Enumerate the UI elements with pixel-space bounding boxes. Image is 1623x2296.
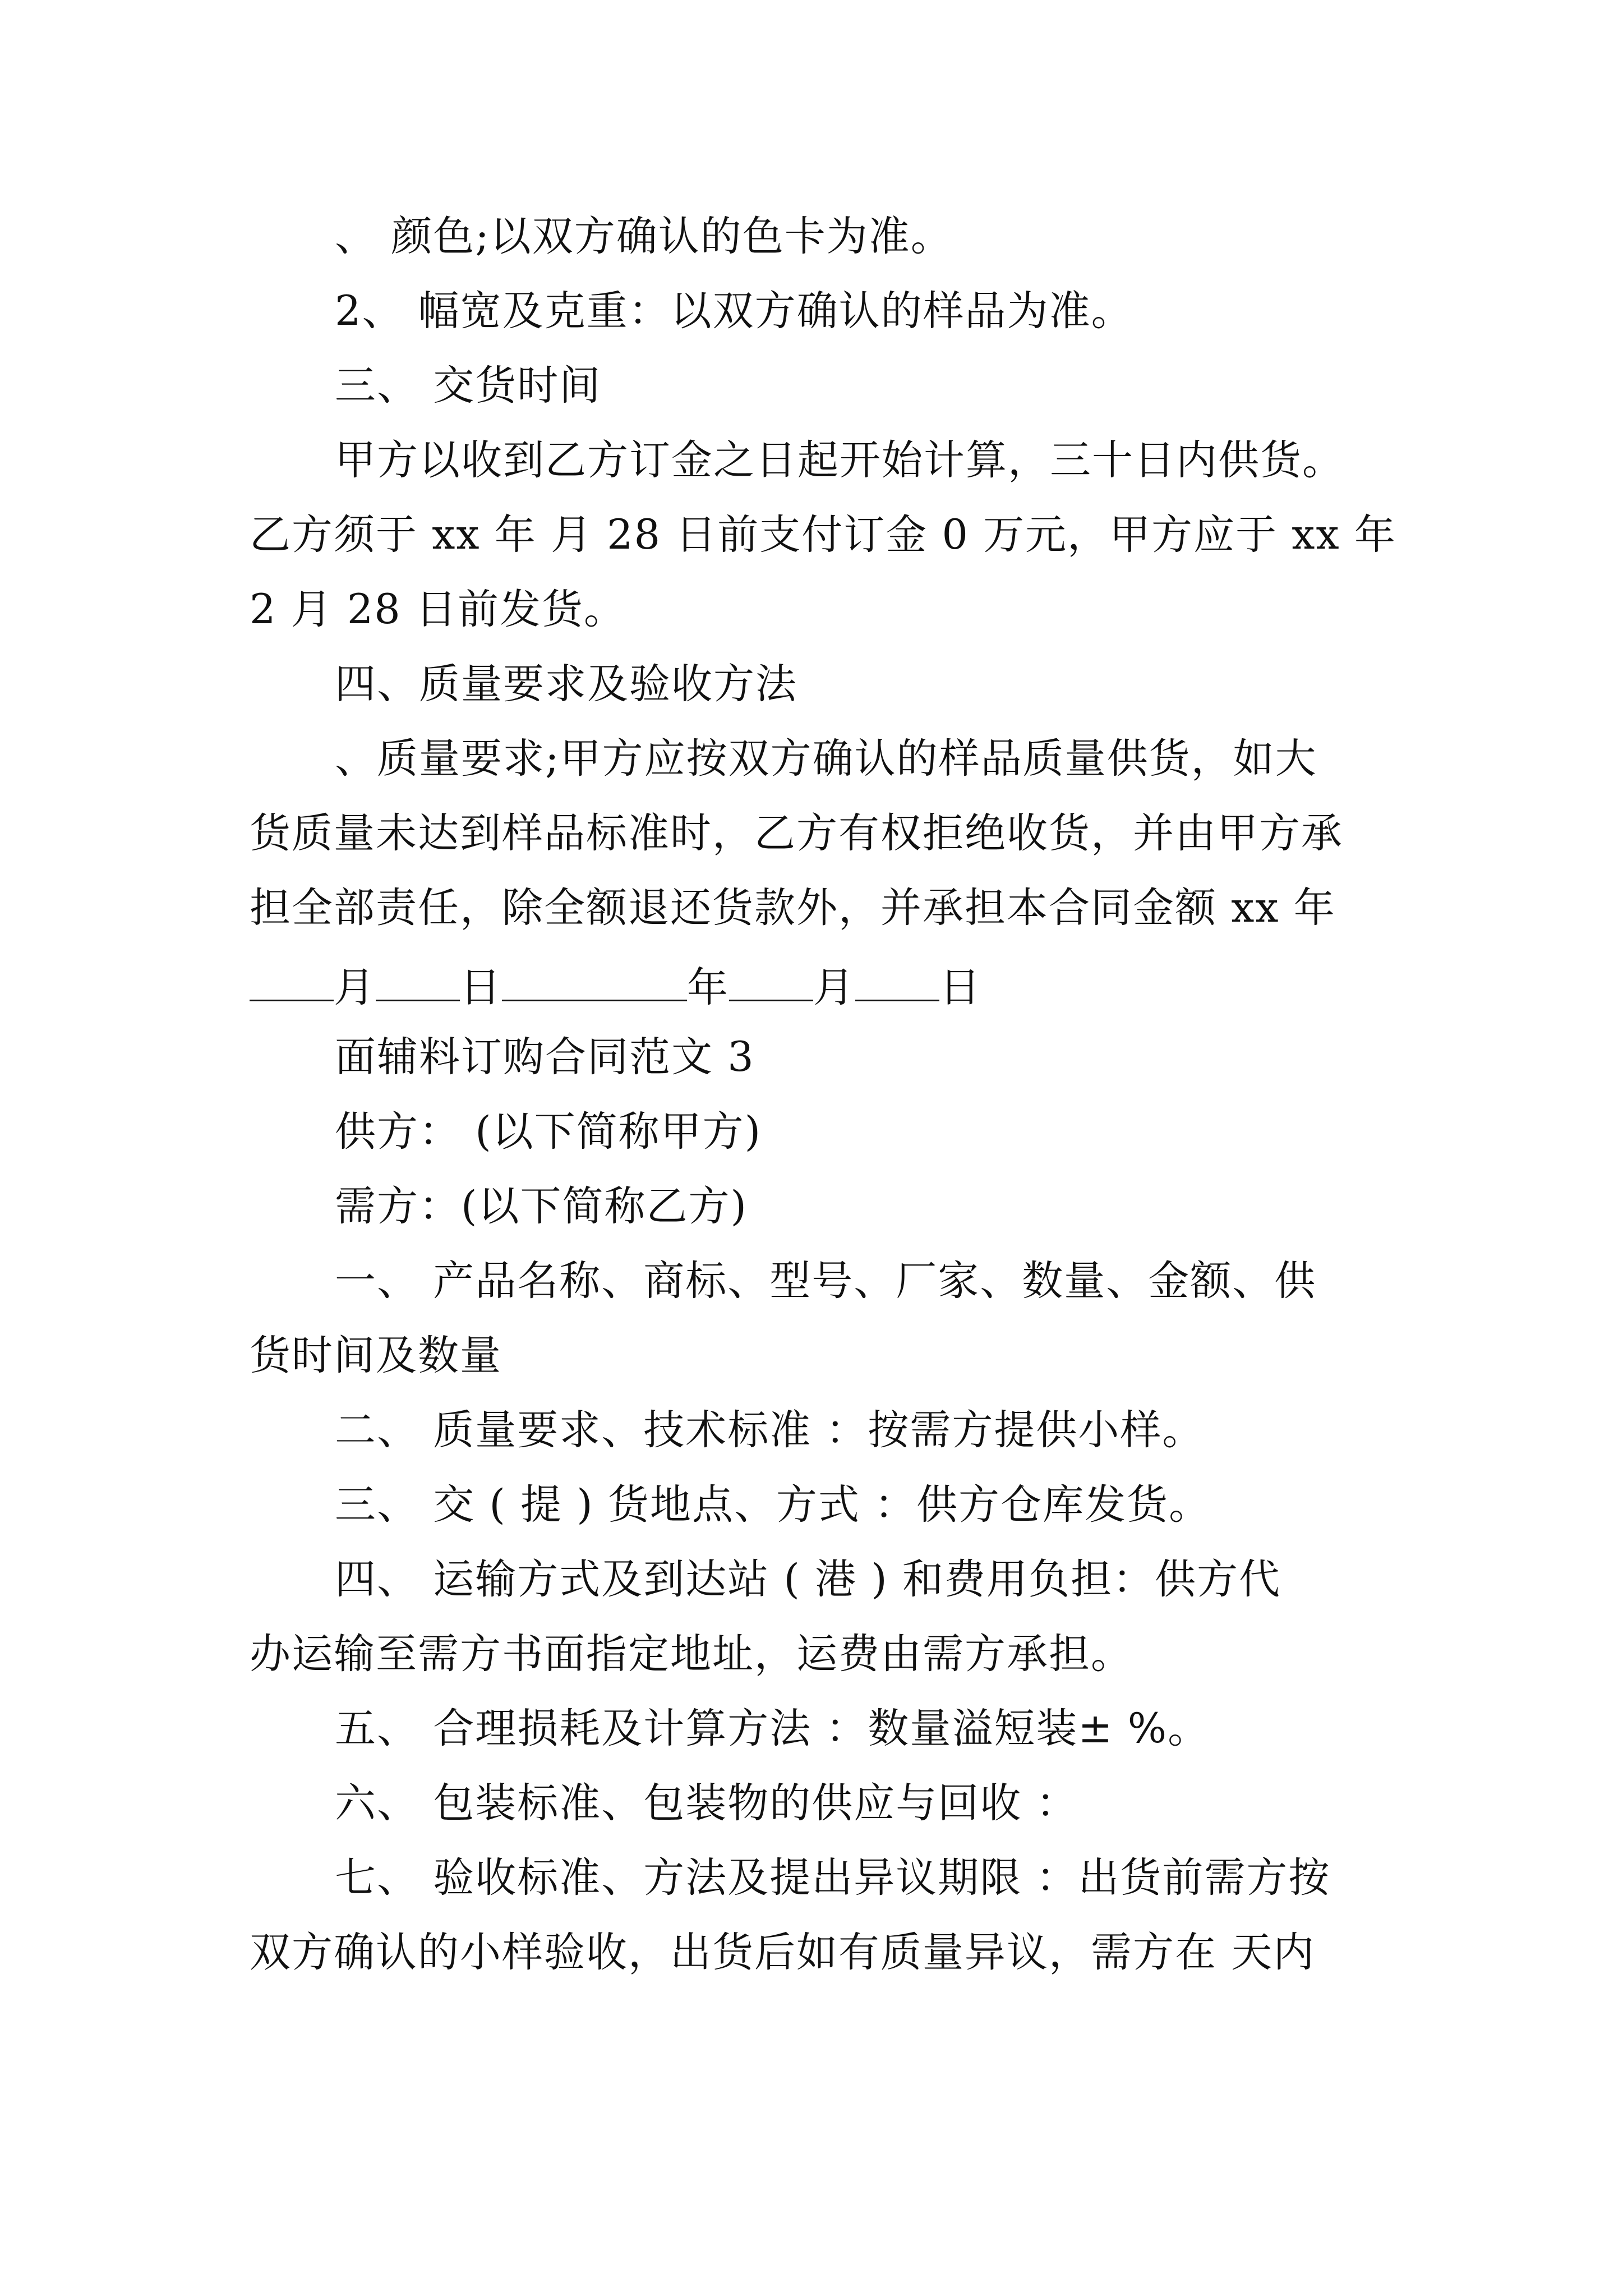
clause-6: 六、 包装标准、包装物的供应与回收 ： (335, 1779, 1078, 1827)
date-label: 月 (813, 964, 855, 1011)
para-quality-3: 担全部责任，除全额退还货款外，并承担本合同金额 xx 年 (250, 884, 1336, 932)
clause-7-line-1: 七、 验收标准、方法及提出异议期限 ：出货前需方按 (335, 1854, 1331, 1902)
party-supplier: 供方： (以下简称甲方) (335, 1108, 762, 1156)
date-label: 日 (939, 964, 981, 1011)
para-quality-2: 货质量未达到样品标准时，乙方有权拒绝收货，并由甲方承 (250, 809, 1343, 857)
clause-4-line-2: 办运输至需方书面指定地址，运费由需方承担。 (250, 1630, 1133, 1678)
date-label: 年 (687, 964, 729, 1011)
blank-field (729, 955, 813, 1001)
blank-field (250, 955, 334, 1001)
party-buyer: 需方：(以下简称乙方) (335, 1182, 748, 1230)
blank-field (502, 955, 687, 1001)
para-width-weight: 2、 幅宽及克重：以双方确认的样品为准。 (335, 287, 1133, 335)
para-delivery-2: 乙方须于 xx 年 月 28 日前支付订金 0 万元，甲方应于 xx 年 (250, 511, 1396, 559)
blank-field (855, 955, 939, 1001)
clause-5: 五、 合理损耗及计算方法 ：数量溢短装± %。 (335, 1705, 1210, 1752)
date-label: 月 (334, 964, 376, 1011)
clause-4-line-1: 四、 运输方式及到达站 ( 港 ) 和费用负担：供方代 (335, 1556, 1281, 1603)
clause-3: 三、 交 ( 提 ) 货地点、方式 ：供方仓库发货。 (335, 1481, 1211, 1529)
para-quality-1: 、质量要求;甲方应按双方确认的样品质量供货，如大 (335, 735, 1317, 783)
para-color: 、 颜色;以双方确认的色卡为准。 (335, 213, 953, 260)
clause-1-line-2: 货时间及数量 (250, 1332, 502, 1379)
date-label: 日 (460, 964, 502, 1011)
date-blanks-line (250, 955, 981, 1011)
clause-2: 二、 质量要求、技术标准 ：按需方提供小样。 (335, 1406, 1205, 1454)
para-delivery-3: 2 月 28 日前发货。 (250, 586, 626, 633)
blank-field (376, 955, 460, 1001)
heading-delivery-time: 三、 交货时间 (335, 362, 602, 409)
clause-1-line-1: 一、 产品名称、商标、型号、厂家、数量、金额、供 (335, 1257, 1317, 1305)
clause-7-line-2: 双方确认的小样验收，出货后如有质量异议，需方在 天内 (250, 1929, 1316, 1976)
heading-quality: 四、质量要求及验收方法 (335, 660, 797, 708)
section-title: 面辅料订购合同范文 3 (335, 1033, 755, 1081)
para-delivery-1: 甲方以收到乙方订金之日起开始计算，三十日内供货。 (335, 436, 1344, 484)
